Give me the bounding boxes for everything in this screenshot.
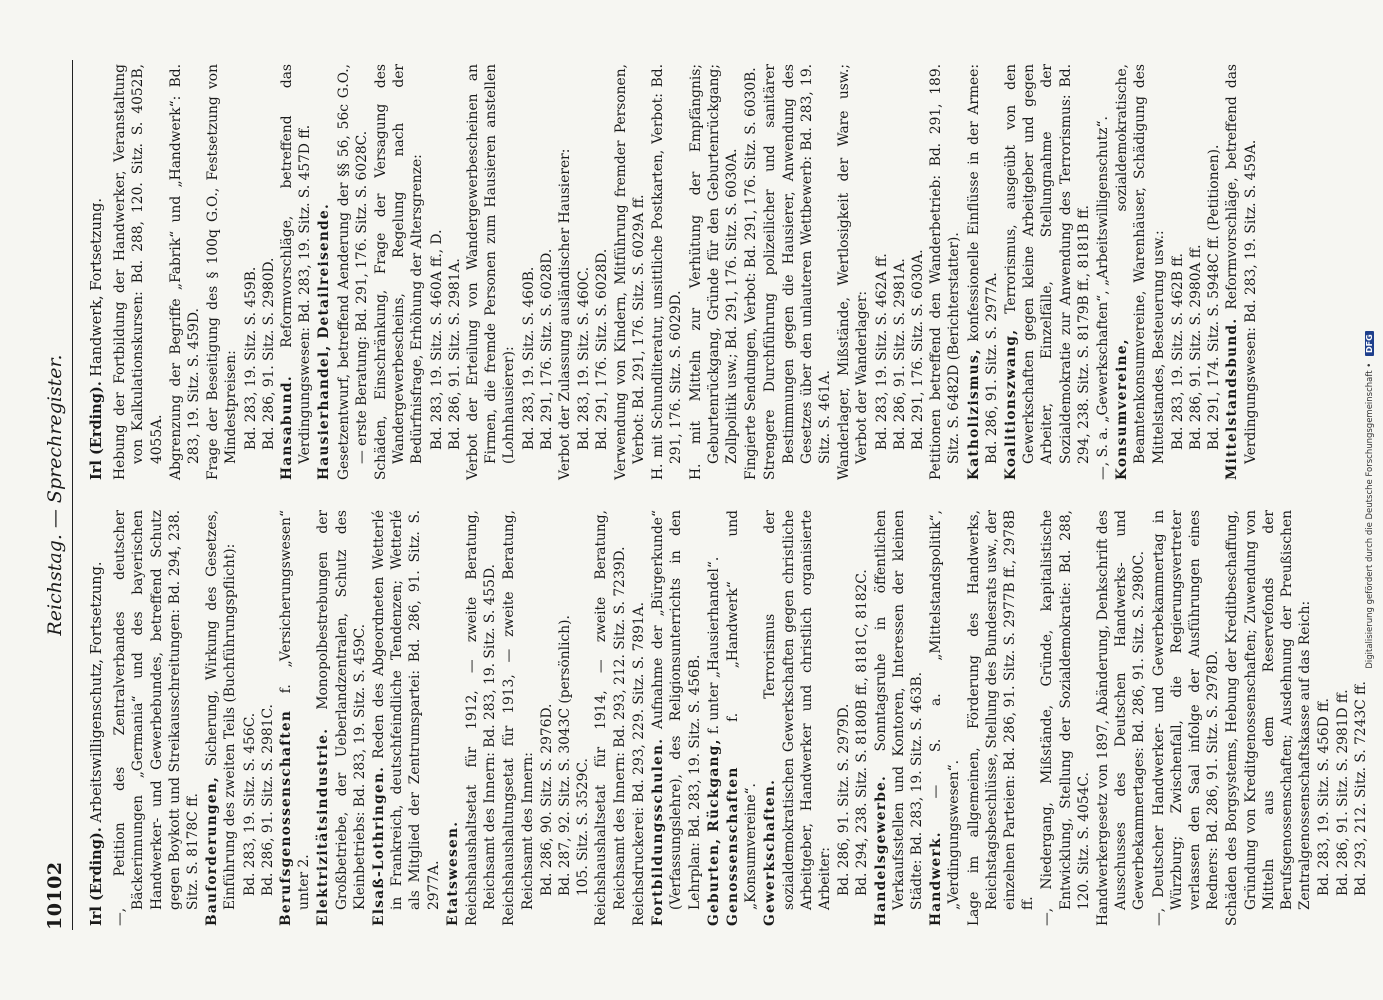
entry-text: Aufnahme der „Bürgerkunde“ (Verfassungslehre), des Religionsunterrichts in den Lehrplan: Bd. 283, 19. Sitz. S. 456B. — [650, 510, 703, 910]
index-entry — [592, 510, 628, 926]
volume-reference: Bd. 291, 176. Sitz. S. 6028D. — [538, 248, 555, 450]
entry-text: —, Petition des Zentralverbandes deutscher Bäckerinnungen „Germania“ und des bayerischen Handwerker- und Gewerbebundes, betreffend Schutz gegen Boykott und Streikausschreitungen: Bd. 294, 238. Sitz. S. 8178C ff. — [112, 510, 202, 926]
speaker-name: Irl (Erding). — [88, 827, 105, 926]
index-entry — [277, 510, 313, 926]
volume-reference: Bd. 294, 238. Sitz. S. 8180B ff., 8181C, 8182C. — [854, 569, 871, 896]
entry-text: Schäden, Einschränkung, Frage der Versagung des Wandergewerbescheins, Regelung nach der Bedürfnisfrage, Erhöhung der Altersgrenze: — [373, 64, 426, 480]
entry-text: Monopolbestrebungen der Großbetriebe, der Ueberlandzentralen, Schutz des Kleinbetriebs: Bd. 283, 19. Sitz. S. 459C. — [315, 510, 368, 910]
entry-text: Wanderlager, Mißstände, Wertlosigkeit der Ware usw.; Verbot der Wanderlager: — [836, 64, 871, 480]
right-column-heading — [88, 64, 106, 480]
page-number: 10102 — [44, 861, 66, 930]
entry-text: Verbot der Erteilung von Wandergewerbescheinen an Firmen, die fremde Personen zum Hausieren anstellen (Lohnhausierer): — [465, 64, 518, 480]
entry-text: konfessionelle Einflüsse in der Armee: Bd. 286, 91. Sitz. S. 2977A. — [965, 64, 1000, 464]
index-entry — [761, 510, 834, 926]
volume-reference: Bd. 283, 19. Sitz. S. 462A ff. — [873, 253, 890, 450]
entry-text: Fingierte Sendungen, Verbot: Bd. 291, 176. Sitz. S. 6030B. — [743, 67, 760, 480]
index-entry — [278, 64, 314, 480]
left-column-heading — [88, 510, 106, 926]
index-entry — [464, 64, 519, 480]
entry-text: Reformvorschläge, betreffend das Verdingungswesen: Bd. 283, 19. Sitz. S. 459A. — [1224, 63, 1259, 464]
entry-keyword: Koalitionszwang, — [1002, 328, 1019, 480]
index-entry — [927, 64, 963, 480]
volume-reference: Bd. 291, 176. Sitz. S. 6030A. — [909, 249, 926, 450]
continued-topic: Handwerk, Fortsetzung. — [89, 197, 105, 377]
index-entry — [203, 510, 239, 926]
index-entry — [500, 510, 536, 926]
volume-reference: Bd. 283, 19. Sitz. S. 456D ff. — [1316, 698, 1333, 896]
volume-reference: Bd. 286, 91. Sitz. S. 2981A. — [891, 258, 908, 450]
index-entry — [314, 510, 369, 926]
entry-text: Reichshaushaltsetat für 1912, — zweite Beratung, Reichsamt des Innern: Bd. 283, 19. Sitz. S. 455D. — [464, 510, 499, 926]
entry-keyword: Konsumvereine, — [1114, 338, 1131, 480]
volume-reference: Bd. 286, 91. Sitz. S. 2981C. — [259, 704, 276, 896]
index-entry — [372, 64, 427, 480]
volume-reference: Bd. 286, 91. Sitz. S. 2981A. — [446, 258, 463, 450]
index-entry — [649, 510, 704, 926]
entry-text: Lage im allgemeinen, Förderung des Handwerks, Reichstagsbeschlüsse, Stellung des Bundesrats usw., der einzelnen Parteien: Bd. 286, 91. Sitz. S. 2977B ff., 2978B ff. — [965, 510, 1037, 926]
volume-reference: Bd. 287, 92. Sitz. S. 3043C (persönlich). — [557, 615, 574, 896]
entry-text: f. „Handwerk“ und „Konsumvereine“. — [724, 510, 760, 910]
right-column — [88, 63, 1259, 480]
entry-keyword: Genossenschaften — [724, 766, 741, 926]
index-entry — [111, 510, 202, 926]
entry-keyword: Gewerkschaften. — [762, 778, 779, 926]
entry-text: Sicherung, Wirkung des Gesetzes, Einführung des zweiten Teils (Buchführungspflicht): — [204, 509, 239, 910]
index-entry — [649, 64, 685, 480]
index-entry — [872, 510, 927, 926]
volume-reference: Bd. 286, 90. Sitz. S. 2976D. — [538, 703, 555, 896]
volume-reference: Bd. 283, 19. Sitz. S. 456C. — [241, 712, 258, 896]
index-entry — [1223, 64, 1259, 480]
volume-reference: Bd. 283, 19. Sitz. S. 460A ff., D. — [428, 229, 445, 450]
index-entry — [1150, 510, 1223, 926]
index-entry — [1002, 64, 1093, 480]
volume-reference: 105. Sitz. S. 3529C. — [575, 758, 592, 896]
entry-keyword: Hansabund. — [279, 375, 296, 480]
index-entry — [111, 64, 166, 480]
entry-keyword: Elsaß-Lothringen. — [371, 765, 388, 926]
index-entry — [444, 510, 462, 926]
digitization-credit — [1365, 8, 1375, 992]
index-entry — [1223, 510, 1314, 926]
index-entry — [1113, 64, 1168, 480]
index-entry — [167, 64, 203, 480]
volume-reference: Bd. 291, 174. Sitz. S. 5948C ff. (Petitionen). — [1206, 144, 1223, 450]
left-entries — [111, 510, 1370, 926]
entry-text: —, Niedergang, Mißstände, Gründe, kapitalistische Entwicklung, Stellung der Sozialdemokratie: Bd. 288, 120. Sitz. S. 4054C. — [1039, 510, 1092, 926]
page-header — [42, 60, 73, 930]
index-entry — [612, 64, 648, 480]
volume-reference: Bd. 286, 91. Sitz. S. 2980A ff. — [1187, 244, 1204, 450]
index-entry — [630, 510, 648, 926]
index-entry — [315, 64, 333, 480]
index-entry — [204, 64, 240, 480]
running-title: Reichstag. — Sprechregister. — [44, 354, 66, 636]
volume-reference: Bd. 286, 91. Sitz. S. 2980D. — [260, 257, 277, 450]
volume-reference: Bd. 283, 19. Sitz. S. 462B ff. — [1169, 253, 1186, 450]
index-entry — [463, 510, 499, 926]
entry-keyword: Handelsgewerbe. — [872, 774, 889, 926]
entry-text: Schäden des Borgsystems, Hebung der Kreditbeschaffung, Gründung von Kreditgenossenschaften; Zuwendung von Mitteln aus dem Reservefonds der Berufsgenossenschaften; Ausdehnung der Preußischen Zentralgenossenschaftskasse auf das Reich: — [1224, 510, 1314, 926]
entry-text: H. mit Schundliteratur, unsittliche Postkarten, Verbot: Bd. 291, 176. Sitz. S. 6029D. — [650, 64, 685, 480]
entry-keyword: Katholizismus, — [965, 348, 982, 480]
speaker-name: Irl (Erding). — [88, 381, 105, 480]
index-entry — [965, 64, 1001, 480]
volume-reference: Bd. 286, 91. Sitz. S. 2979D. — [836, 703, 853, 896]
entry-text: Reichshaushaltsetat für 1914, — zweite Beratung, Reichsamt des Innern: Bd. 293, 212. Sitz. S. 7239D. — [593, 510, 628, 926]
continued-topic: Arbeitswilligenschutz, Fortsetzung. — [89, 561, 105, 823]
index-entry — [687, 64, 742, 480]
entry-keyword: Hausierhandel, Detailreisende. — [316, 203, 333, 480]
volume-reference: Bd. 283, 19. Sitz. S. 460B. — [520, 266, 537, 450]
index-entry — [742, 64, 760, 480]
entry-keyword: Elektrizitätsindustrie. — [315, 727, 332, 926]
entry-keyword: Fortbildungsschulen. — [650, 737, 667, 926]
index-entry — [1094, 510, 1149, 926]
entry-text: Reichshaushaltungsetat für 1913, — zweite Beratung, Reichsamt des Innern: — [501, 510, 536, 926]
entry-text: Sonntagsruhe in öffentlichen Verkaufsstellen und Kontoren, Interessen der kleinen Städte: Bd. 283, 19. Sitz. S. 463B. — [872, 510, 925, 910]
index-entry — [705, 510, 723, 926]
entry-text: Frage der Beseitigung des § 100q G.O., Festsetzung von Mindestpreisen: — [205, 64, 240, 480]
entry-text: Handwerkergesetz von 1897, Abänderung, Denkschrift des Ausschusses des Deutschen Handwerks- und Gewerbekammertages: Bd. 286, 91. Sitz. S. 2980C. — [1094, 510, 1148, 926]
entry-text: Verwendung von Kindern, Mitführung fremder Personen, Verbot: Bd. 291, 176. Sitz. S. 6029A ff. — [612, 64, 647, 480]
right-entries — [111, 64, 1260, 480]
volume-reference: Bd. 286, 91. Sitz. S. 2981D ff. — [1334, 689, 1351, 896]
entry-text: f. unter „Hausierhandel“. — [705, 556, 722, 734]
entry-text: H. mit Mitteln zur Verhütung der Empfängnis; Geburtenrückgang, Gründe für den Geburtenrückgang; Zollpolitik usw.; Bd. 291, 176. Sitz. S. 6030A. — [687, 64, 740, 480]
entry-text: Abgrenzung der Begriffe „Fabrik“ und „Handwerk“: Bd. 283, 19. Sitz. S. 459D. — [167, 64, 203, 480]
entry-text: f. „Versicherungswesen“ unter 2. — [278, 510, 313, 910]
entry-keyword: Mittelstandsbund. — [1224, 317, 1241, 480]
index-entry — [556, 64, 574, 480]
entry-text: Hebung der Fortbildung der Handwerker, Veranstaltung von Kalkulationskursen: Bd. 288, 120. Sitz. S. 4052B, 4055A. — [112, 64, 165, 480]
index-entry — [965, 510, 1038, 926]
volume-reference: Bd. 291, 176. Sitz. S. 6028D. — [594, 248, 611, 450]
entry-text: Strengere Durchführung polizeilicher und sanitärer Bestimmungen gegen die Hausierer, Anwendung des Gesetzes über den unlauteren Wettbewerb: Bd. 283, 19. Sitz. S. 461A. — [762, 64, 833, 480]
index-entry — [1094, 64, 1112, 480]
index-entry — [1038, 510, 1093, 926]
entry-keyword: Bauforderungen, — [204, 775, 221, 926]
entry-text: Verbot der Zulassung ausländischer Hausierer: — [557, 148, 574, 480]
index-entry — [724, 510, 760, 926]
entry-text: Terrorismus der sozialdemokratischen Gewerkschaften gegen christliche Arbeitgeber, Handwerker und christlich organisierte Arbeiter: — [762, 510, 833, 910]
entry-text: Terrorismus, ausgeübt von den Gewerkschaften gegen kleine Arbeitgeber und gegen Arbeiter, Einzelfälle, Stellungnahme der Sozialdemokratie zur Anwendung des Terrorismus: Bd. 294, 238. Sitz. S. 8179B ff., 8181B ff. — [1002, 64, 1092, 464]
index-entry — [335, 64, 371, 480]
entry-text: —, Deutscher Handwerker- und Gewerbekammertag in Würzburg; Zwischenfall, die Regierungsvertreter verlassen den Saal infolge der Ausführungen eines Redners: Bd. 286, 91. Sitz. S. 2978D. — [1150, 510, 1222, 926]
index-entry — [370, 510, 443, 926]
volume-reference: Bd. 293, 212. Sitz. S. 7243C ff. — [1352, 681, 1369, 896]
volume-reference: Bd. 283, 19. Sitz. S. 460C. — [576, 266, 593, 450]
volume-reference: Bd. 283, 19. Sitz. S. 459B. — [242, 266, 259, 450]
entry-keyword: Berufsgenossenschaften — [278, 709, 295, 926]
index-entry — [927, 510, 963, 926]
credit-text: Digitalisierung gefördert durch die Deutsche Forschungsgemeinschaft • — [1365, 362, 1375, 669]
dfg-logo: DFG — [1365, 331, 1374, 356]
entry-text: —, S. a. „Gewerkschaften“, „Arbeitswilligenschutz“. — [1094, 116, 1111, 480]
entry-text: — S. a. „Mittelstandspolitik“, „Verdingungswesen“. — [928, 510, 963, 910]
entry-text: Reformvorschläge, betreffend das Verdingungswesen: Bd. 283, 19. Sitz. S. 457D ff. — [279, 63, 314, 464]
left-column — [88, 509, 1369, 926]
entry-keyword: Geburten, Rückgang, — [705, 738, 722, 926]
entry-keyword: Etatswesen. — [444, 820, 461, 926]
entry-keyword: Handwerk. — [928, 831, 945, 926]
entry-text: Reden des Abgeordneten Wetterlé in Frankreich, deutschfeindliche Tendenzen; Wetterlé als Mitglied der Zentrumspartei: Bd. 286, 91. Sitz. S. 2977A. — [371, 510, 442, 910]
index-entry — [835, 64, 871, 480]
index-entry — [761, 64, 834, 480]
entry-text: Petitionen betreffend den Wanderbetrieb: Bd. 291, 189. Sitz. S. 6482D (Berichterstatter). — [928, 64, 963, 480]
entry-text: Reichsdruckerei: Bd. 293, 229. Sitz. S. 7891A. — [630, 601, 647, 926]
entry-text: Gesetzentwurf, betreffend Aenderung der §§ 56, 56c G.O., — erste Beratung: Bd. 291, 176. Sitz. S. 6028C. — [335, 64, 370, 480]
entry-text: sozialdemokratische, Beamtenkonsumvereine, Warenhäuser, Schädigung des Mittelstandes, Besteuerung usw.: — [1114, 64, 1167, 464]
